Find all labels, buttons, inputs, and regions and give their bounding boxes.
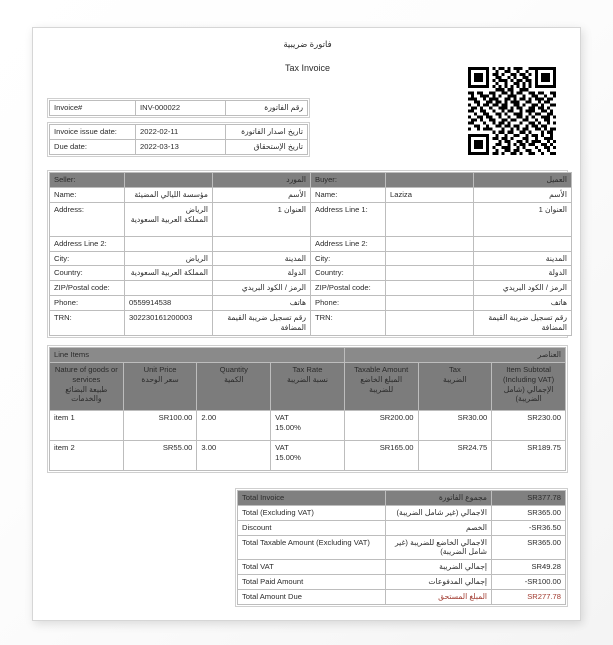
party-name-row <box>50 187 572 202</box>
party-address1-row <box>50 202 572 236</box>
total-taxable-amount-row <box>238 535 566 560</box>
document-title-arabic: فاتورة ضريبية <box>283 39 332 49</box>
seller-phone-label-ar: هاتف <box>213 296 311 311</box>
item-description: item 1 <box>50 410 124 440</box>
party-trn-row <box>50 311 572 336</box>
seller-phone-value: 0559914538 <box>125 296 213 311</box>
line-items-title-en: Line Items <box>50 348 345 363</box>
total-invoice-amount: SR377.78 <box>492 491 566 506</box>
seller-address2-label-ar <box>213 236 311 251</box>
buyer-header-ar: العميل <box>474 173 572 188</box>
col-taxable-amount-en: Taxable Amount <box>354 364 409 374</box>
buyer-country-label-ar: الدولة <box>474 266 572 281</box>
total-taxable-amount-label-en: Total Taxable Amount (Excluding VAT) <box>238 535 386 560</box>
line-items-title-row <box>50 348 566 363</box>
col-item-subtotal-en: Item Subtotal (Including VAT) <box>503 364 555 384</box>
item-subtotal: SR189.75 <box>492 440 566 470</box>
buyer-address2-label-ar <box>474 236 572 251</box>
buyer-address2-value <box>386 236 474 251</box>
col-taxable-amount-ar: المبلغ الخاضع للضريبة <box>360 374 403 394</box>
issue-date-label-ar: تاريخ اصدار الفاتورة <box>226 125 308 140</box>
seller-name-value: مؤسسة الليالي المضيئة <box>125 187 213 202</box>
buyer-trn-label-ar: رقم تسجيل ضريبة القيمة المضافة <box>474 311 572 336</box>
buyer-zip-value <box>386 281 474 296</box>
buyer-name-label: Name: <box>311 187 386 202</box>
invoice-page <box>32 27 581 621</box>
col-description-en: Nature of goods or services <box>54 364 118 384</box>
discount-amount: -SR36.50 <box>492 520 566 535</box>
item-unit-price: SR55.00 <box>123 440 197 470</box>
item-tax-rate <box>271 410 345 440</box>
item-tax: SR24.75 <box>418 440 492 470</box>
buyer-trn-value <box>386 311 474 336</box>
seller-header-en: Seller: <box>50 173 125 188</box>
seller-trn-label-ar: رقم تسجيل ضريبة القيمة المضافة <box>213 311 311 336</box>
total-amount-due-row <box>238 590 566 605</box>
total-paid-label-ar: إجمالي المدفوعات <box>386 575 492 590</box>
col-tax <box>418 362 492 410</box>
total-paid-amount: -SR100.00 <box>492 575 566 590</box>
item-taxable-amount: SR200.00 <box>344 410 418 440</box>
table-row <box>50 410 566 440</box>
invoice-number-label-ar: رقم الفاتورة <box>226 101 308 116</box>
total-excluding-vat-label-ar: الاجمالي (غير شامل الضريبة) <box>386 505 492 520</box>
qr-code <box>468 67 556 155</box>
seller-header-spacer <box>125 173 213 188</box>
buyer-zip-label-ar: الرمز / الكود البريدي <box>474 281 572 296</box>
buyer-city-label-ar: المدينة <box>474 251 572 266</box>
col-unit-price <box>123 362 197 410</box>
col-tax-rate-en: Tax Rate <box>292 364 323 374</box>
party-zip-row <box>50 281 572 296</box>
discount-label-en: Discount <box>238 520 386 535</box>
seller-phone-label: Phone: <box>50 296 125 311</box>
total-vat-amount: SR49.28 <box>492 560 566 575</box>
total-due-amount: SR277.78 <box>492 590 566 605</box>
col-tax-en: Tax <box>448 364 461 374</box>
line-items-table <box>47 345 568 473</box>
discount-row <box>238 520 566 535</box>
item-tax-rate <box>271 440 345 470</box>
seller-city-label-ar: المدينة <box>213 251 311 266</box>
seller-name-label-ar: الأسم <box>213 187 311 202</box>
total-excluding-vat-amount: SR365.00 <box>492 505 566 520</box>
buyer-address2-label: Address Line 2: <box>311 236 386 251</box>
item-quantity: 3.00 <box>197 440 271 470</box>
line-items-title-ar: العناصر <box>344 348 565 363</box>
col-unit-price-en: Unit Price <box>143 364 177 374</box>
buyer-country-label: Country: <box>311 266 386 281</box>
col-item-subtotal-ar: الإجمالي (شامل الضريبة) <box>503 384 554 404</box>
col-tax-rate-ar: نسبة الضريبة <box>286 374 328 384</box>
buyer-header-en: Buyer: <box>311 173 386 188</box>
party-country-row <box>50 266 572 281</box>
col-unit-price-ar: سعر الوحدة <box>141 374 179 384</box>
qr-code-image <box>468 67 556 155</box>
col-quantity <box>197 362 271 410</box>
total-vat-row <box>238 560 566 575</box>
seller-city-value: الرياض <box>125 251 213 266</box>
buyer-address1-value <box>386 202 474 236</box>
seller-header-ar: المورد <box>213 173 311 188</box>
issue-date-label-en: Invoice issue date: <box>50 125 136 140</box>
item-subtotal: SR230.00 <box>492 410 566 440</box>
seller-zip-label-ar: الرمز / الكود البريدي <box>213 281 311 296</box>
seller-trn-label: TRN: <box>50 311 125 336</box>
seller-address2-label: Address Line 2: <box>50 236 125 251</box>
item-quantity: 2.00 <box>197 410 271 440</box>
buyer-city-value <box>386 251 474 266</box>
buyer-country-value <box>386 266 474 281</box>
invoice-issue-date-row <box>50 125 308 140</box>
buyer-phone-label-ar: هاتف <box>474 296 572 311</box>
due-date-label-ar: تاريخ الإستحقاق <box>226 139 308 154</box>
item-tax-rate-name: VAT <box>275 442 289 452</box>
seller-country-label-ar: الدولة <box>213 266 311 281</box>
seller-trn-value: 302230161200003 <box>125 311 213 336</box>
col-description <box>50 362 124 410</box>
seller-zip-value <box>125 281 213 296</box>
total-invoice-label-en: Total Invoice <box>238 491 386 506</box>
line-items-header-row <box>50 362 566 410</box>
buyer-phone-value <box>386 296 474 311</box>
total-due-label-en: Total Amount Due <box>238 590 386 605</box>
col-tax-ar: الضريبة <box>443 374 467 384</box>
totals-table <box>235 488 568 607</box>
buyer-header-spacer <box>386 173 474 188</box>
total-vat-label-en: Total VAT <box>238 560 386 575</box>
total-excluding-vat-row <box>238 505 566 520</box>
discount-label-ar: الخصم <box>386 520 492 535</box>
buyer-address1-label: Address Line 1: <box>311 202 386 236</box>
seller-address2-value <box>125 236 213 251</box>
invoice-number-row <box>50 101 308 116</box>
buyer-phone-label: Phone: <box>311 296 386 311</box>
item-tax: SR30.00 <box>418 410 492 440</box>
party-phone-row <box>50 296 572 311</box>
buyer-city-label: City: <box>311 251 386 266</box>
item-tax-rate-value: 15.00% <box>275 422 301 432</box>
total-vat-label-ar: إجمالي الضريبة <box>386 560 492 575</box>
invoice-number-label-en: Invoice# <box>50 101 136 116</box>
invoice-dates-block <box>47 122 310 157</box>
seller-address1-line2: المملكة العربية السعودية <box>130 214 208 224</box>
seller-address1-value <box>125 202 213 236</box>
due-date-label-en: Due date: <box>50 139 136 154</box>
seller-name-label: Name: <box>50 187 125 202</box>
seller-zip-label: ZIP/Postal code: <box>50 281 125 296</box>
col-item-subtotal <box>492 362 566 410</box>
col-quantity-ar: الكمية <box>224 374 244 384</box>
total-invoice-label-ar: مجموع الفاتورة <box>386 491 492 506</box>
invoice-number-value: INV-000022 <box>136 101 226 116</box>
seller-address1-line1: الرياض <box>185 204 208 214</box>
party-details-table <box>47 170 568 338</box>
col-tax-rate <box>271 362 345 410</box>
total-excluding-vat-label-en: Total (Excluding VAT) <box>238 505 386 520</box>
total-due-label-ar: المبلغ المستحق <box>386 590 492 605</box>
document-title-english: Tax Invoice <box>284 63 331 73</box>
total-invoice-header-row <box>238 491 566 506</box>
total-taxable-amount-label-ar: الاجمالي الخاضع للضريبة (غير شامل الضريبة) <box>386 535 492 560</box>
buyer-name-label-ar: الأسم <box>474 187 572 202</box>
total-taxable-amount-amount: SR365.00 <box>492 535 566 560</box>
issue-date-value: 2022-02-11 <box>136 125 226 140</box>
seller-country-label: Country: <box>50 266 125 281</box>
col-description-ar: طبيعة البضائع والخدمات <box>65 384 108 404</box>
col-taxable-amount <box>344 362 418 410</box>
party-header-row <box>50 173 572 188</box>
item-taxable-amount: SR165.00 <box>344 440 418 470</box>
buyer-trn-label: TRN: <box>311 311 386 336</box>
buyer-address1-label-ar: العنوان 1 <box>474 202 572 236</box>
party-address2-row <box>50 236 572 251</box>
buyer-zip-label: ZIP/Postal code: <box>311 281 386 296</box>
invoice-due-date-row <box>50 139 308 154</box>
total-paid-label-en: Total Paid Amount <box>238 575 386 590</box>
seller-address1-label-ar: العنوان 1 <box>213 202 311 236</box>
item-tax-rate-name: VAT <box>275 412 289 422</box>
seller-address1-label: Address: <box>50 202 125 236</box>
table-row <box>50 440 566 470</box>
invoice-number-block <box>47 98 310 118</box>
due-date-value: 2022-03-13 <box>136 139 226 154</box>
seller-country-value: المملكة العربية السعودية <box>125 266 213 281</box>
item-tax-rate-value: 15.00% <box>275 452 301 462</box>
total-paid-amount-row <box>238 575 566 590</box>
col-quantity-en: Quantity <box>219 364 248 374</box>
item-unit-price: SR100.00 <box>123 410 197 440</box>
party-city-row <box>50 251 572 266</box>
seller-city-label: City: <box>50 251 125 266</box>
item-description: item 2 <box>50 440 124 470</box>
buyer-name-value: Laziza <box>386 187 474 202</box>
